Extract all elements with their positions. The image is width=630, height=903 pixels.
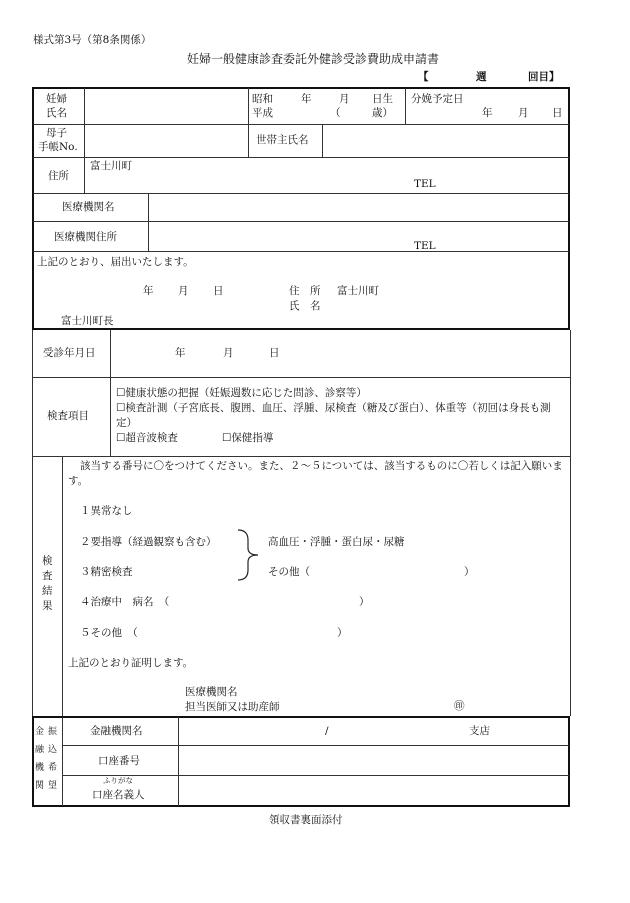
due-month: 月	[518, 107, 529, 119]
footer-note: 領収書裏面添付	[269, 814, 343, 826]
page-title: 妊婦一般健康診査委託外健診受診費助成申請書	[187, 52, 440, 66]
bank-side-2: 振	[48, 727, 58, 737]
address-value: 富士川町	[90, 160, 132, 172]
householder-label: 世帯主氏名	[256, 134, 309, 146]
result-option-2[interactable]: ２要指導（経過観察も含む）	[80, 536, 217, 548]
result-other: その他（	[268, 566, 310, 578]
seal-icon: ㊞	[454, 700, 465, 712]
birth-day: 日生	[372, 93, 393, 105]
exam-item-measure[interactable]: ☐検査計測（子宮底長、腹囲、血圧、浮腫、尿検査（糖及び蛋白）、体重等（初回は身長も測定）	[116, 402, 551, 429]
age: （ 歳）	[330, 107, 393, 119]
week-bracket-open: 【	[418, 71, 429, 83]
era-showa: 昭和	[252, 93, 273, 105]
count-label: 回目】	[528, 71, 560, 83]
result-conditions[interactable]: 高血圧・浮腫・蛋白尿・尿糖	[268, 536, 405, 548]
name-field[interactable]	[86, 89, 246, 122]
bank-side-3: 融	[35, 745, 45, 755]
certify-doctor: 担当医師又は助産師	[185, 701, 280, 713]
results-label-4: 果	[42, 600, 53, 612]
address-field[interactable]	[86, 159, 568, 192]
declaration-address-value: 富士川町	[337, 285, 379, 297]
exam-items-label: 検査項目	[47, 410, 89, 422]
institution-label: 医療機関名	[62, 201, 115, 213]
handbook-label-2: 手帳No.	[38, 141, 78, 153]
bank-name-label: 金融機関名	[90, 725, 143, 737]
exam-item-guidance[interactable]: ☐保健指導	[222, 432, 274, 444]
results-label-3: 結	[42, 585, 53, 597]
account-number-label: 口座番号	[98, 755, 140, 767]
due-day: 日	[552, 107, 563, 119]
exam-day: 日	[269, 347, 280, 359]
result-option-4-close: ）	[359, 596, 370, 608]
declaration-address-label: 住 所	[289, 285, 321, 297]
week-label: 週	[476, 71, 487, 83]
account-number-field[interactable]	[180, 747, 568, 774]
results-label-1: 検	[42, 555, 53, 567]
exam-date-label: 受診年月日	[43, 347, 96, 359]
due-year: 年	[482, 107, 493, 119]
name-label-2: 氏名	[46, 107, 67, 119]
handbook-field[interactable]	[86, 126, 246, 156]
result-option-5[interactable]: ５その他 （	[80, 627, 138, 639]
declaration-statement: 上記のとおり、届出いたします。	[37, 256, 194, 268]
furigana-label: ふりがな	[103, 776, 133, 785]
tel-label: TEL	[414, 178, 436, 190]
branch-label: 支店	[469, 725, 490, 737]
address-label: 住所	[48, 170, 69, 182]
exam-item-ultrasound[interactable]: ☐超音波検査	[116, 432, 178, 444]
bank-slash: /	[325, 725, 329, 737]
result-option-3[interactable]: ３精密検査	[80, 566, 133, 578]
form-number: 様式第3号（第8条関係）	[33, 34, 152, 46]
era-heisei: 平成	[252, 107, 273, 119]
results-label-2: 査	[42, 570, 53, 582]
declaration-name-label: 氏 名	[289, 300, 321, 312]
bank-side-1: 金	[35, 727, 45, 737]
declaration-day: 日	[213, 285, 224, 297]
bank-side-4: 込	[48, 745, 58, 755]
institution-tel-label: TEL	[414, 240, 436, 252]
institution-address-field[interactable]	[150, 223, 568, 250]
bank-name-field[interactable]	[180, 719, 568, 744]
curly-brace-icon	[234, 528, 264, 582]
certify-institution: 医療機関名	[185, 686, 238, 698]
exam-item-health[interactable]: ☐健康状態の把握（妊娠週数に応じた問診、診察等）	[116, 387, 367, 399]
birth-year: 年	[301, 93, 312, 105]
result-other-close: ）	[464, 566, 475, 578]
bank-side-5: 機	[35, 763, 45, 773]
householder-field[interactable]	[324, 126, 568, 156]
bank-side-6: 希	[48, 763, 58, 773]
declaration-year: 年	[143, 285, 154, 297]
exam-month: 月	[223, 347, 234, 359]
result-option-5-close: ）	[337, 627, 348, 639]
result-option-1[interactable]: １異常なし	[80, 505, 133, 517]
name-label-1: 妊婦	[46, 93, 67, 105]
account-holder-field[interactable]	[180, 777, 568, 805]
bank-side-7: 関	[35, 781, 45, 791]
institution-field[interactable]	[150, 195, 568, 220]
result-option-4[interactable]: ４治療中 病名 （	[80, 596, 170, 608]
certify-statement: 上記のとおり証明します。	[68, 657, 194, 669]
bank-side-8: 望	[48, 781, 58, 791]
birth-month: 月	[339, 93, 350, 105]
exam-year: 年	[175, 347, 186, 359]
addressee: 富士川町長	[61, 315, 114, 327]
declaration-month: 月	[178, 285, 189, 297]
handbook-label-1: 母子	[46, 127, 67, 139]
institution-address-label: 医療機関住所	[54, 231, 117, 243]
results-instructions: 該当する番号に〇をつけてください。また、２～５については、該当するものに〇若しくは記入願います。	[68, 460, 563, 487]
account-holder-label: 口座名義人	[92, 789, 145, 801]
due-date-label: 分娩予定日	[411, 93, 464, 105]
